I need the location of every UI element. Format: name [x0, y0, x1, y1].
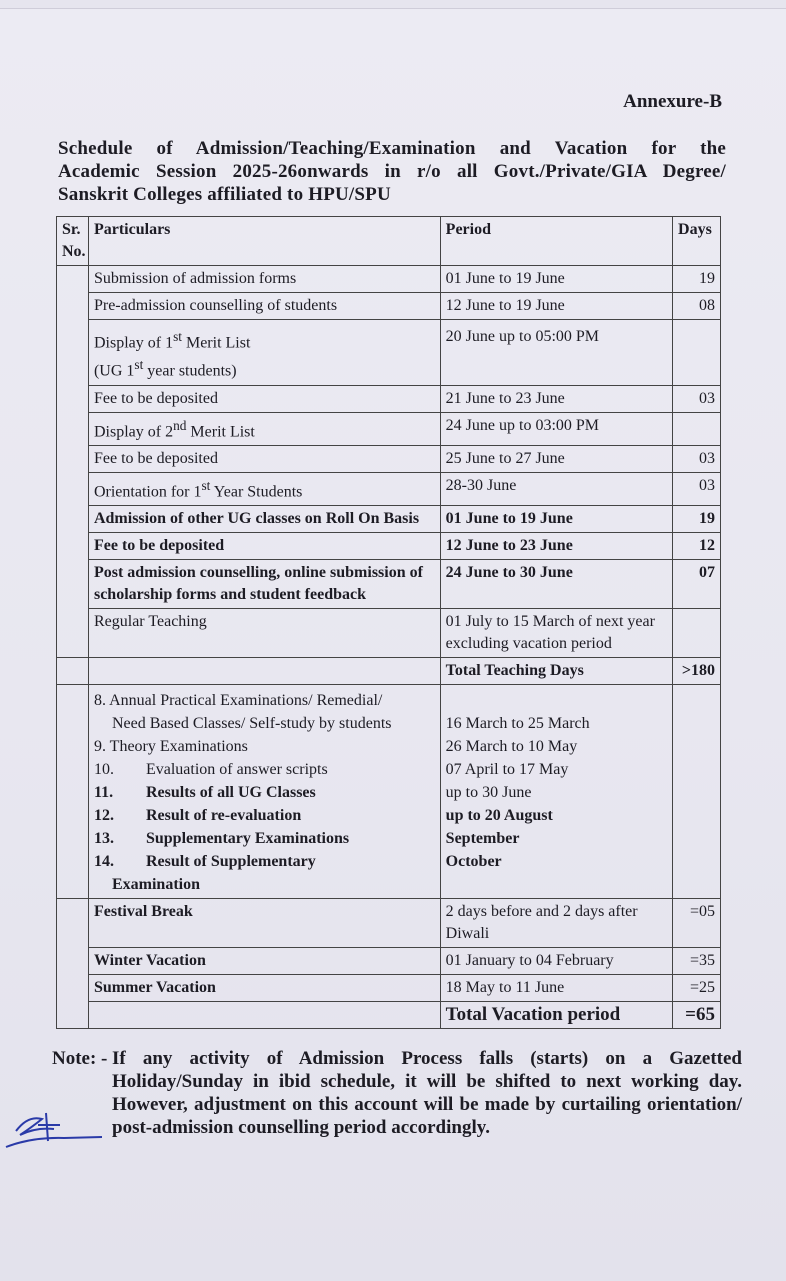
table-row — [57, 293, 721, 320]
exam-item: Need Based Classes/ Self-study by students — [111, 715, 392, 733]
header-sr-no: Sr. No. — [57, 217, 89, 266]
header-days: Days — [673, 217, 721, 266]
exam-period: 07 April to 17 May — [445, 761, 569, 779]
particulars-cell: Winter Vacation — [88, 948, 440, 975]
particulars-cell — [88, 412, 440, 445]
item-number: 14. — [93, 853, 114, 871]
table-row — [57, 975, 721, 1002]
period-cell: 01 June to 19 June — [440, 506, 672, 533]
document-heading — [58, 137, 726, 206]
days-cell: 03 — [673, 385, 721, 412]
period-cell: 21 June to 23 June — [440, 385, 672, 412]
table-header-row — [57, 217, 721, 266]
days-cell: =05 — [673, 899, 721, 948]
period-cell: 12 June to 19 June — [440, 293, 672, 320]
days-cell — [673, 609, 721, 658]
table-row — [57, 266, 721, 293]
schedule-table — [56, 216, 721, 1029]
text-fragment: Display of 2 — [93, 422, 174, 440]
days-cell: 03 — [673, 445, 721, 472]
period-cell: 20 June up to 05:00 PM — [440, 320, 672, 386]
heading-line-2: Academic Session 2025-26onwards in r/o all Govt./Private/GIA Degree/ — [58, 161, 726, 182]
period-cell: 28-30 June — [440, 472, 672, 505]
exam-item — [94, 781, 435, 804]
days-cell: 19 — [673, 266, 721, 293]
header-particulars: Particulars — [88, 217, 440, 266]
sr-no-cell — [57, 899, 89, 1029]
exam-item — [94, 804, 435, 827]
item-number: 11. — [93, 784, 114, 802]
table-row — [57, 506, 721, 533]
superscript: st — [134, 357, 144, 373]
table-row — [57, 412, 721, 445]
annexure-label: Annexure-B — [623, 91, 722, 112]
particulars-cell — [88, 1002, 440, 1029]
particulars-cell: Fee to be deposited — [88, 445, 440, 472]
days-cell: 07 — [673, 560, 721, 609]
total-teaching-label: Total Teaching Days — [440, 658, 672, 685]
days-cell: 03 — [673, 472, 721, 505]
examinations-list — [88, 685, 440, 899]
sr-no-cell — [57, 685, 89, 899]
item-label: Supplementary Examinations — [145, 830, 350, 848]
particulars-cell — [88, 658, 440, 685]
period-cell: 01 July to 15 March of next year excluding vacation period — [440, 609, 672, 658]
superscript: st — [201, 477, 211, 493]
days-cell: 12 — [673, 533, 721, 560]
particulars-cell: Summer Vacation — [88, 975, 440, 1002]
particulars-cell: Pre-admission counselling of students — [88, 293, 440, 320]
table-row — [57, 609, 721, 658]
total-teaching-row — [57, 658, 721, 685]
particulars-cell — [88, 320, 440, 386]
period-cell: 25 June to 27 June — [440, 445, 672, 472]
particulars-cell: Fee to be deposited — [88, 385, 440, 412]
exam-period: up to 30 June — [445, 784, 532, 802]
particulars-cell: Fee to be deposited — [88, 533, 440, 560]
table-row — [57, 560, 721, 609]
days-cell: 08 — [673, 293, 721, 320]
particulars-cell — [88, 472, 440, 505]
item-label: Examination — [111, 876, 200, 894]
text-fragment: year students) — [143, 362, 237, 380]
exam-item: 9. Theory Examinations — [93, 738, 248, 756]
table-row — [57, 948, 721, 975]
table-row — [57, 533, 721, 560]
table-row — [57, 385, 721, 412]
note — [52, 1047, 742, 1139]
item-label: Result of Supplementary — [145, 853, 316, 871]
sr-no-cell — [57, 658, 89, 685]
table-row — [57, 320, 721, 386]
text-fragment: Merit List — [181, 334, 251, 352]
superscript: st — [173, 329, 182, 344]
table-row — [57, 472, 721, 505]
text-fragment: Display of 1 — [93, 334, 174, 352]
days-cell — [673, 412, 721, 445]
exam-item — [94, 827, 435, 850]
total-vacation-row — [57, 1002, 721, 1029]
total-vacation-days: =65 — [673, 1002, 721, 1029]
period-cell: 01 June to 19 June — [440, 266, 672, 293]
period-cell: 18 May to 11 June — [440, 975, 672, 1002]
signature-mark — [2, 1107, 112, 1155]
text-fragment: Orientation for 1 — [93, 483, 202, 501]
exam-period: October — [445, 853, 502, 871]
exam-item: 8. Annual Practical Examinations/ Remedial/ — [93, 692, 383, 710]
exam-item — [94, 850, 435, 873]
item-label: Results of all UG Classes — [145, 784, 316, 802]
total-vacation-label: Total Vacation period — [440, 1002, 672, 1029]
days-cell: =25 — [673, 975, 721, 1002]
text-fragment: Year Students — [210, 483, 303, 501]
header-period: Period — [440, 217, 672, 266]
item-number: 13. — [93, 830, 114, 848]
exam-item — [94, 758, 435, 781]
sr-no-cell — [57, 266, 89, 658]
item-label: Result of re-evaluation — [145, 807, 302, 825]
days-cell: =35 — [673, 948, 721, 975]
note-label: Note: - — [52, 1048, 108, 1069]
particulars-cell: Admission of other UG classes on Roll On Basis — [88, 506, 440, 533]
particulars-cell: Festival Break — [88, 899, 440, 948]
exam-period: up to 20 August — [445, 807, 553, 825]
days-cell — [673, 320, 721, 386]
total-teaching-days: >180 — [673, 658, 721, 685]
particulars-cell: Regular Teaching — [88, 609, 440, 658]
text-fragment: (UG 1 — [93, 362, 135, 380]
item-label: Evaluation of answer scripts — [145, 761, 328, 779]
text-fragment: Merit List — [186, 422, 255, 440]
particulars-cell: Post admission counselling, online submission of scholarship forms and student feedback — [88, 560, 440, 609]
table-row — [57, 899, 721, 948]
period-cell: 24 June up to 03:00 PM — [440, 412, 672, 445]
table-row — [57, 445, 721, 472]
heading-line-1: Schedule of Admission/Teaching/Examination and Vacation for the — [58, 138, 726, 159]
particulars-cell: Submission of admission forms — [88, 266, 440, 293]
exam-period: 16 March to 25 March — [445, 715, 590, 733]
superscript: nd — [173, 417, 187, 433]
item-number: 10. — [93, 761, 114, 779]
period-cell: 12 June to 23 June — [440, 533, 672, 560]
period-cell: 01 January to 04 February — [440, 948, 672, 975]
document-page — [0, 8, 786, 1281]
examinations-periods — [440, 685, 672, 899]
exam-period: September — [445, 830, 520, 848]
period-cell: 2 days before and 2 days after Diwali — [440, 899, 672, 948]
heading-line-3: Sanskrit Colleges affiliated to HPU/SPU — [58, 184, 391, 205]
days-cell: 19 — [673, 506, 721, 533]
period-cell: 24 June to 30 June — [440, 560, 672, 609]
examinations-row — [57, 685, 721, 899]
exam-period: 26 March to 10 May — [445, 738, 578, 756]
days-cell — [673, 685, 721, 899]
note-text: If any activity of Admission Process falls (starts) on a Gazetted Holiday/Sunday in ibid schedule, it will be shifted to next working day. However, adjustment on this account will be made by curtailing orientation/ post-admission counselling period accordingly. — [112, 1048, 742, 1138]
item-number: 12. — [93, 807, 114, 825]
